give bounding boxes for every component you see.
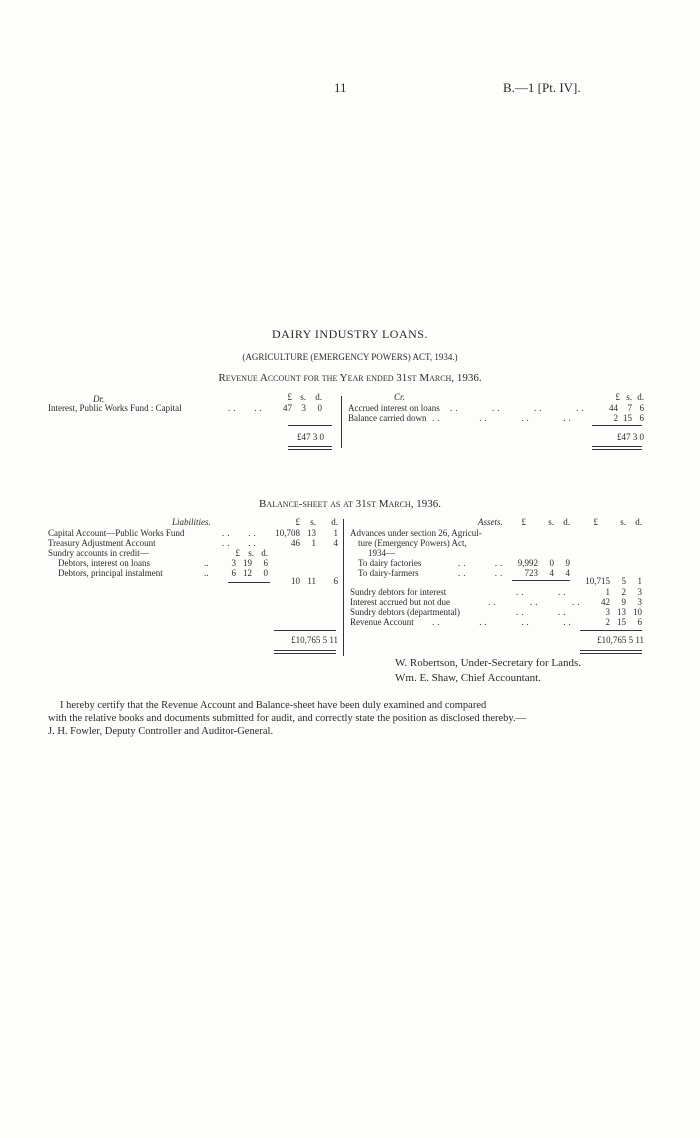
balance-heading: Balance-sheet as at 31st March, 1936. (259, 498, 441, 510)
rev-cr-pounds: 44 (609, 403, 618, 413)
liability-item: Treasury Adjustment Account (48, 538, 156, 548)
assets-total: £10,765 5 11 (597, 635, 644, 645)
rev-cr-header-d: d. (637, 392, 644, 402)
liability-shillings: 1 (311, 538, 316, 548)
liability-item: Capital Account—Public Works Fund (48, 528, 185, 538)
advances-total-pence: 1 (637, 576, 642, 586)
leader-dots: .. .. .. .. (432, 617, 574, 627)
leader-dots: .. .. (222, 528, 259, 538)
liability-pence: 1 (333, 528, 338, 538)
rule (580, 630, 642, 631)
advances-label: Advances under section 26, Agricul- (350, 528, 482, 538)
liab-header-pound: £ (295, 517, 300, 527)
dr-label: Dr. (93, 394, 105, 404)
rev-cr-header-pound: £ (615, 392, 620, 402)
asset-header-s: s. (548, 517, 554, 527)
double-rule (580, 653, 642, 654)
rule (288, 425, 332, 426)
signature-under-secretary: W. Robertson, Under-Secretary for Lands. (395, 657, 582, 669)
advances-label: 1934— (368, 548, 395, 558)
leader-dots: .. .. (516, 587, 569, 597)
leader-dots: .. .. (516, 607, 569, 617)
page-number: 11 (334, 80, 347, 95)
page-subtitle: (AGRICULTURE (EMERGENCY POWERS) ACT, 1934.) (242, 352, 458, 362)
sub-header-d: d. (261, 548, 268, 558)
rev-cr-pence: 6 (639, 403, 644, 413)
rev-dr-header-s: s. (300, 392, 306, 402)
double-rule (288, 446, 332, 447)
sub-header-s: s. (248, 548, 254, 558)
advances-total-shillings: 5 (621, 576, 626, 586)
asset-pence: 6 (637, 617, 642, 627)
balance-divider (343, 519, 344, 656)
rev-cr-header-s: s. (626, 392, 632, 402)
page-title: DAIRY INDUSTRY LOANS. (272, 327, 428, 341)
rev-cr-item: Accrued interest on loans (348, 403, 440, 413)
double-rule (274, 650, 336, 651)
sub-total-shillings: 11 (307, 576, 316, 586)
double-rule (592, 446, 642, 447)
advance-shillings: 0 (549, 558, 554, 568)
sub-liability-item: Debtors, principal instalment (58, 568, 163, 578)
certificate-line-3: J. H. Fowler, Deputy Controller and Auditor-General. (48, 726, 274, 737)
advances-label: ture (Emergency Powers) Act, (358, 538, 467, 548)
advance-item: To dairy factories (358, 558, 422, 568)
sub-liability-item: Debtors, interest on loans (58, 558, 150, 568)
asset-pounds: 3 (605, 607, 610, 617)
double-rule (580, 650, 642, 651)
sub-total-pence: 6 (333, 576, 338, 586)
sub-total-pounds: 10 (291, 576, 300, 586)
rev-dr-pounds: 47 (283, 403, 292, 413)
asset-shillings: 15 (617, 617, 626, 627)
leader-dots: .. (204, 568, 209, 578)
liability-item: Sundry accounts in credit— (48, 548, 149, 558)
leader-dots: .. .. .. .. (450, 403, 587, 413)
liab-header-s: s. (310, 517, 316, 527)
signature-chief-accountant: Wm. E. Shaw, Chief Accountant. (395, 672, 541, 684)
certificate-line-1: I hereby certify that the Revenue Account and Balance-sheet have been duly examined and compared (60, 700, 487, 711)
rev-cr-item: Balance carried down (348, 413, 427, 423)
leader-dots: .. .. .. .. (432, 413, 574, 423)
revenue-heading: Revenue Account for the Year ended 31st March, 1936. (218, 372, 482, 384)
asset-header-d: d. (563, 517, 570, 527)
rev-cr-shillings: 15 (623, 413, 632, 423)
revenue-divider (341, 396, 342, 448)
rev-dr-header-d: d. (315, 392, 322, 402)
rev-cr-pounds: 2 (613, 413, 618, 423)
asset-item: Sundry debtors (departmental) (350, 607, 460, 617)
asset-pounds: 1 (605, 587, 610, 597)
asset-pence: 3 (637, 597, 642, 607)
sub-liability-pounds: 6 (231, 568, 236, 578)
rev-dr-item: Interest, Public Works Fund : Capital (48, 403, 182, 413)
asset-pence: 3 (637, 587, 642, 597)
advance-pence: 4 (565, 568, 570, 578)
asset-pence: 10 (633, 607, 642, 617)
leader-dots: .. .. .. (488, 597, 583, 607)
asset-shillings: 9 (621, 597, 626, 607)
rule (592, 425, 642, 426)
sub-liability-shillings: 19 (243, 558, 252, 568)
sub-liability-shillings: 12 (243, 568, 252, 578)
liabilities-total: £10,765 5 11 (291, 635, 338, 645)
rev-cr-pence: 6 (639, 413, 644, 423)
page-reference: B.—1 [Pt. IV]. (503, 80, 581, 95)
asset-item: Revenue Account (350, 617, 414, 627)
advance-pounds: 9,992 (517, 558, 538, 568)
double-rule (274, 653, 336, 654)
liability-shillings: 13 (307, 528, 316, 538)
leader-dots: .. .. (458, 558, 506, 568)
rev-cr-shillings: 7 (627, 403, 632, 413)
rule (228, 582, 270, 583)
liability-pounds: 46 (291, 538, 300, 548)
sub-liability-pence: 6 (263, 558, 268, 568)
liability-pence: 4 (333, 538, 338, 548)
asset-header-pound: £ (593, 517, 598, 527)
advance-pounds: 723 (524, 568, 538, 578)
sub-header-pound: £ (235, 548, 240, 558)
liab-header-d: d. (331, 517, 338, 527)
rev-dr-total: £47 3 0 (297, 432, 324, 442)
rev-dr-shillings: 3 (301, 403, 306, 413)
sub-liability-pence: 0 (263, 568, 268, 578)
rule (512, 580, 570, 581)
rev-dr-pence: 0 (317, 403, 322, 413)
double-rule (592, 449, 642, 450)
leader-dots: .. (204, 558, 209, 568)
advance-item: To dairy-farmers (358, 568, 419, 578)
asset-shillings: 13 (617, 607, 626, 617)
asset-shillings: 2 (621, 587, 626, 597)
leader-dots: .. .. (222, 538, 259, 548)
rev-cr-total: £47 3 0 (617, 432, 644, 442)
advance-shillings: 4 (549, 568, 554, 578)
asset-item: Sundry debtors for interest (350, 587, 447, 597)
asset-pounds: 2 (605, 617, 610, 627)
rev-dr-header-pound: £ (287, 392, 292, 402)
assets-label: Assets. (478, 517, 503, 527)
asset-header-d: d. (635, 517, 642, 527)
sub-liability-pounds: 3 (231, 558, 236, 568)
certificate-line-2: with the relative books and documents submitted for audit, and correctly state the position as disclosed thereby.— (48, 713, 527, 724)
leader-dots: .. .. (458, 568, 506, 578)
liabilities-label: Liabilities. (172, 517, 211, 527)
advance-pence: 9 (565, 558, 570, 568)
asset-header-pound: £ (521, 517, 526, 527)
liability-pounds: 10,708 (275, 528, 300, 538)
asset-header-s: s. (620, 517, 626, 527)
cr-label: Cr. (394, 392, 405, 402)
asset-pounds: 42 (601, 597, 610, 607)
advances-total-pounds: 10,715 (585, 576, 610, 586)
rule (274, 630, 336, 631)
double-rule (288, 449, 332, 450)
leader-dots: .. .. (228, 403, 265, 413)
asset-item: Interest accrued but not due (350, 597, 450, 607)
